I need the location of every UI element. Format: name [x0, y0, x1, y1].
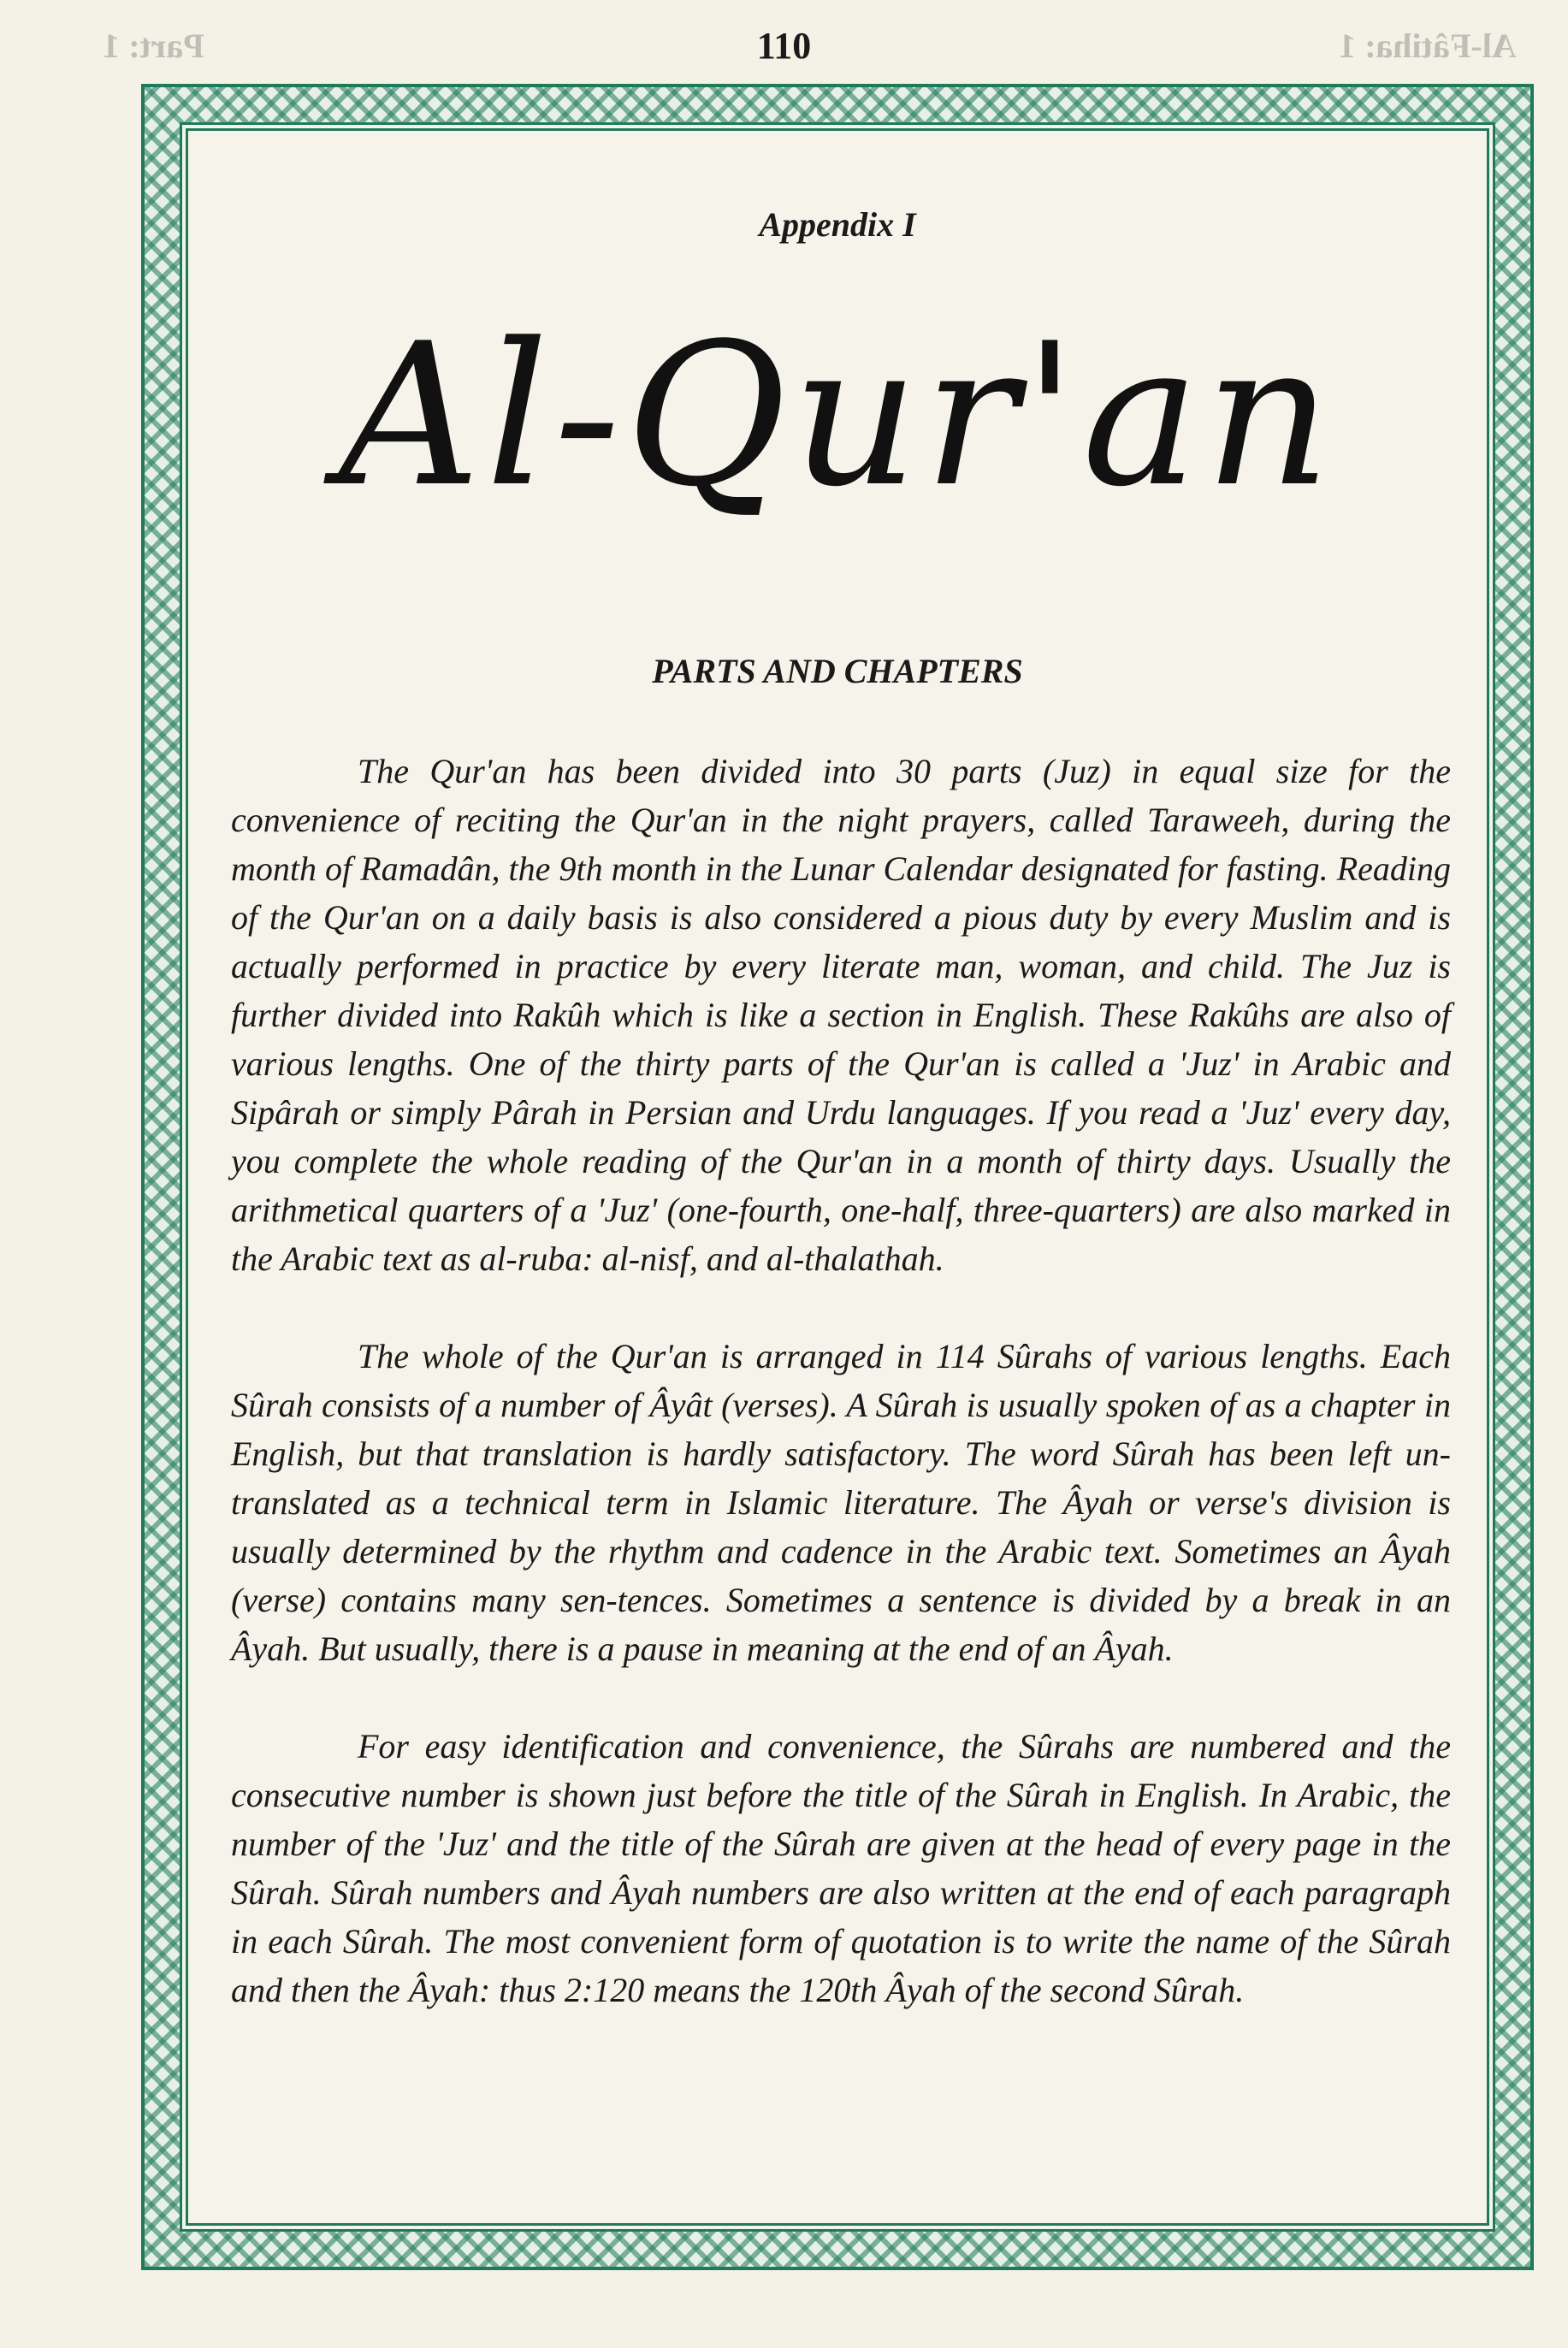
paragraph: For easy identification and convenience, the Sûrahs are numbered and the consecutive number is shown just before the title of the Sûrah in English. In Arabic, the number of the 'Juz' and the title of the Sûrah are given at the head of every page in the Sûrah. Sûrah numbers and Âyah numbers are also written at the end of each paragraph in each Sûrah. The most convenient form of quotation is to write the name of the Sûrah and then the Âyah: thus 2:120 means the 120th Âyah of the second Sûrah.	[231, 1727, 1451, 2009]
page-number: 110	[756, 25, 812, 67]
paragraph: The whole of the Qur'an is arranged in 114 Sûrahs of various lengths. Each Sûrah consists of a number of Âyât (verses). A Sûrah is usually spoken of as a chapter in English, but that translation is hardly satisfactory. The word Sûrah has been left un-translated as a technical term in Islamic literature. The Âyah or verse's division is usually determined by the rhythm and cadence in the Arabic text. Sometimes an Âyah (verse) contains many sen-tences. Sometimes a sentence is divided by a break in an Âyah. But usually, there is a pause in meaning at the end of an Âyah.	[231, 1337, 1451, 1668]
section-subtitle: PARTS AND CHAPTERS	[652, 652, 1023, 690]
header-ghost-left: Part: 1	[103, 27, 204, 65]
body-text	[231, 747, 1451, 2063]
page-content-area	[186, 128, 1489, 2226]
paragraph: The Qur'an has been divided into 30 parts (Juz) in equal size for the convenience of reciting the Qur'an in the night prayers, called Taraweeh, during the month of Ramadân, the 9th month in the Lunar Calendar designated for fasting. Reading of the Qur'an on a daily basis is also considered a pious duty by every Muslim and is actually performed in practice by every literate man, woman, and child. The Juz is further divided into Rakûh which is like a section in English. These Rakûhs are also of various lengths. One of the thirty parts of the Qur'an is called a 'Juz' in Arabic and Sipârah or simply Pârah in Persian and Urdu languages. If you read a 'Juz' every day, you complete the whole reading of the Qur'an in a month of thirty days. Usually the arithmetical quarters of a 'Juz' (one-fourth, one-half, three-quarters) are also marked in the Arabic text as al-ruba: al-nisf, and al-thalathah.	[231, 752, 1451, 1278]
header-ghost-right: Al-Fâtiha: 1	[1339, 27, 1517, 65]
ornamental-border	[141, 84, 1534, 2270]
appendix-label: Appendix I	[759, 205, 916, 244]
page-title: Al-Qur'an	[338, 302, 1337, 530]
